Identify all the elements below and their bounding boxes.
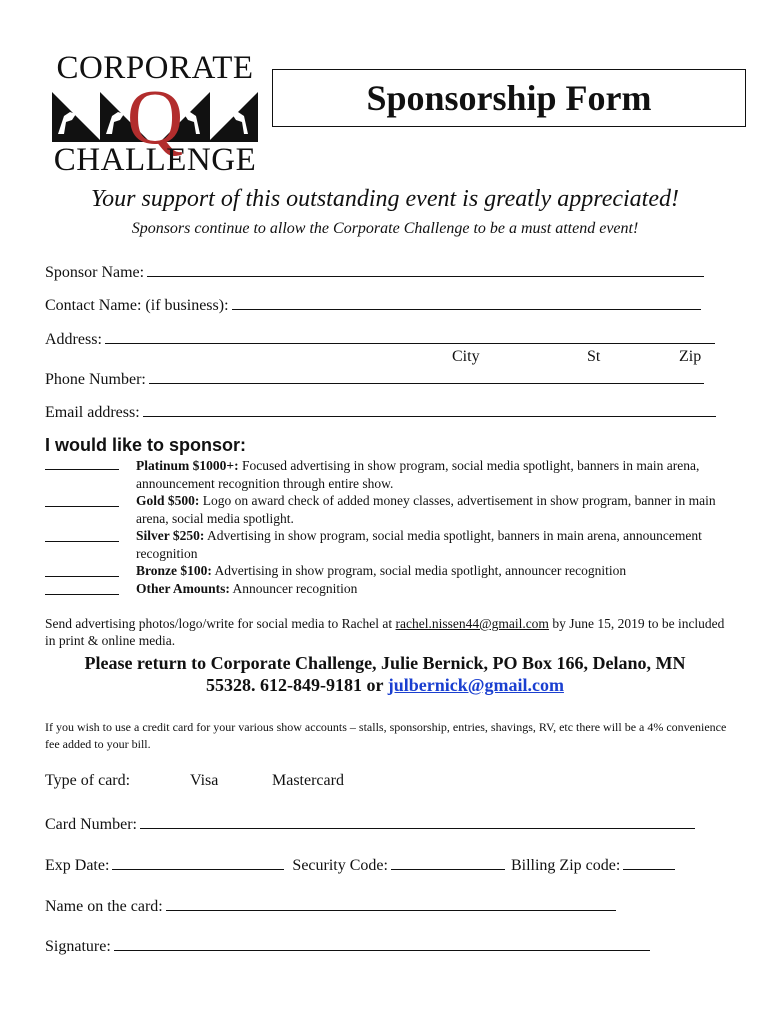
logo-bottom-text: CHALLENGE bbox=[53, 142, 257, 178]
page-title: Sponsorship Form bbox=[366, 78, 652, 118]
email-field bbox=[45, 401, 716, 423]
signature-field bbox=[45, 935, 650, 957]
billing-zip-label: Billing Zip code: bbox=[510, 857, 621, 874]
address-label: Address: bbox=[45, 331, 102, 348]
sponsor-name-field bbox=[45, 261, 704, 283]
tier-name: Platinum $1000+: bbox=[136, 458, 239, 473]
contact-name-input[interactable] bbox=[232, 294, 701, 310]
phone-field bbox=[45, 368, 704, 390]
credit-card-note: If you wish to use a credit card for your various show accounts – stalls, sponsorship, entries, shavings, RV, etc there will be a 4% convenience fee added to your bill. bbox=[45, 720, 727, 751]
platinum-blank[interactable] bbox=[45, 457, 119, 470]
phone-input[interactable] bbox=[149, 368, 704, 384]
tier-name: Other Amounts: bbox=[136, 581, 230, 596]
tier-name: Bronze $100: bbox=[136, 563, 212, 578]
tier-desc: Advertising in show program, social media spotlight, banners in main arena, announcement recognition bbox=[136, 528, 702, 561]
tier-name: Gold $500: bbox=[136, 493, 200, 508]
send-advertising-note bbox=[45, 615, 735, 649]
tier-desc: Announcer recognition bbox=[229, 581, 358, 596]
contact-name-label: Contact Name: (if business): bbox=[45, 297, 229, 314]
state-label: St bbox=[587, 348, 601, 365]
mastercard-option[interactable]: Mastercard bbox=[272, 772, 344, 789]
bronze-blank[interactable] bbox=[45, 564, 119, 577]
tagline: Your support of this outstanding event is greatly appreciated! bbox=[91, 186, 679, 212]
tier-bronze bbox=[136, 562, 726, 580]
security-code-label: Security Code: bbox=[292, 857, 388, 874]
type-of-card-label: Type of card: bbox=[45, 772, 131, 789]
return-address-block bbox=[30, 652, 740, 696]
email-input[interactable] bbox=[143, 401, 716, 417]
visa-option[interactable]: Visa bbox=[190, 772, 219, 789]
contact-name-field bbox=[45, 294, 701, 316]
name-on-card-field bbox=[45, 895, 616, 917]
return-line-2-text: 55328. 612-849-9181 or bbox=[206, 675, 388, 695]
tier-desc: Focused advertising in show program, social media spotlight, banners in main arena, announcement recognition through entire show. bbox=[136, 458, 700, 491]
julie-email-link[interactable]: julbernick@gmail.com bbox=[387, 675, 564, 695]
card-number-field bbox=[45, 813, 695, 835]
gold-blank[interactable] bbox=[45, 494, 119, 507]
other-blank[interactable] bbox=[45, 582, 119, 595]
address-input[interactable] bbox=[105, 328, 715, 344]
sponsor-name-label: Sponsor Name: bbox=[45, 264, 145, 281]
tier-desc: Logo on award check of added money classes, advertisement in show program, banner in main arena, social media spotlight. bbox=[136, 493, 716, 526]
return-line-1: Please return to Corporate Challenge, Julie Bernick, PO Box 166, Delano, MN bbox=[84, 653, 686, 673]
exp-security-zip-row bbox=[45, 854, 675, 876]
address-field bbox=[45, 328, 715, 350]
title-box bbox=[272, 69, 746, 127]
signature-input[interactable] bbox=[114, 935, 650, 951]
sponsor-heading: I would like to sponsor: bbox=[45, 435, 247, 455]
send-note-before: Send advertising photos/logo/write for social media to Rachel at bbox=[45, 616, 396, 631]
email-label: Email address: bbox=[45, 404, 140, 421]
tier-name: Silver $250: bbox=[136, 528, 205, 543]
return-line-2 bbox=[30, 674, 740, 696]
phone-label: Phone Number: bbox=[45, 371, 146, 388]
logo-q-letter: Q bbox=[126, 73, 184, 160]
zip-label: Zip bbox=[679, 348, 702, 365]
name-on-card-input[interactable] bbox=[166, 895, 616, 911]
logo-top-text: CORPORATE bbox=[56, 50, 254, 86]
exp-date-label: Exp Date: bbox=[45, 857, 110, 874]
rachel-email-link[interactable]: rachel.nissen44@gmail.com bbox=[395, 616, 549, 631]
tier-gold bbox=[136, 492, 726, 528]
billing-zip-input[interactable] bbox=[623, 854, 675, 870]
tier-silver bbox=[136, 527, 726, 563]
send-note-after: by June 15, 2019 to be included in print & online media. bbox=[45, 616, 725, 648]
tier-platinum bbox=[136, 457, 726, 493]
security-code-input[interactable] bbox=[391, 854, 505, 870]
card-number-input[interactable] bbox=[140, 813, 695, 829]
tier-other bbox=[136, 580, 726, 598]
card-number-label: Card Number: bbox=[45, 816, 137, 833]
sponsor-name-input[interactable] bbox=[147, 261, 704, 277]
silver-blank[interactable] bbox=[45, 529, 119, 542]
name-on-card-label: Name on the card: bbox=[45, 898, 163, 915]
subtagline: Sponsors continue to allow the Corporate Challenge to be a must attend event! bbox=[131, 220, 639, 237]
tier-desc: Advertising in show program, social media spotlight, announcer recognition bbox=[211, 563, 627, 578]
corporate-challenge-logo bbox=[50, 52, 260, 177]
exp-date-input[interactable] bbox=[112, 854, 284, 870]
signature-label: Signature: bbox=[45, 938, 111, 955]
city-label: City bbox=[452, 348, 480, 365]
